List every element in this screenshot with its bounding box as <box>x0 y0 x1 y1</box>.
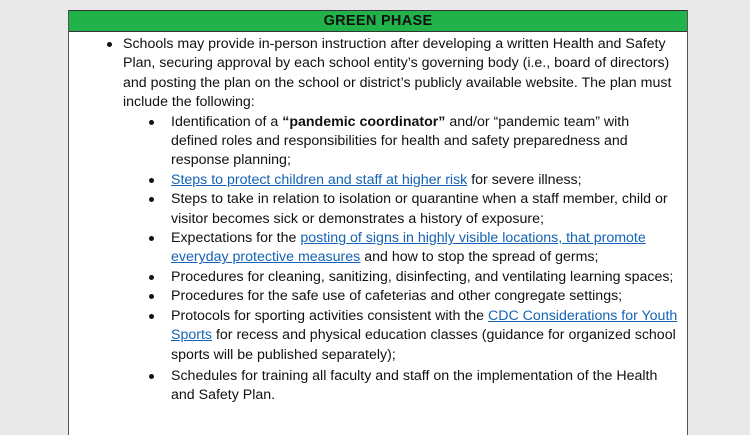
item-text: Procedures for cleaning, sanitizing, disinfecting, and ventilating learning spaces; <box>171 268 674 285</box>
bullet-icon <box>149 374 154 379</box>
item-text-pre: Expectations for the <box>171 230 301 247</box>
item-text-bold: “pandemic coordinator” <box>282 113 446 130</box>
higher-risk-link[interactable]: Steps to protect children and staff at higher risk <box>171 171 468 188</box>
item-text-pre: Protocols for sporting activities consistent with the <box>171 307 488 324</box>
list-item-cafeterias <box>123 287 679 306</box>
list-item-signs <box>123 229 679 268</box>
bullet-icon <box>107 42 112 47</box>
bullet-icon <box>149 236 154 241</box>
bullet-icon <box>149 294 154 299</box>
list-item-cleaning <box>123 268 679 287</box>
item-text-post: and/or “pandemic team” with defined roles and responsibilities for health and safety preparedness and response planning; <box>171 113 630 169</box>
item-text-post: for recess and physical education classes (guidance for organized school sports will be published separately); <box>171 327 676 363</box>
cdc-youth-sports-link[interactable]: CDC Considerations for Youth Sports <box>171 307 678 344</box>
bullet-icon <box>149 120 154 125</box>
main-bullet-item <box>77 35 679 406</box>
item-text: Procedures for the safe use of cafeterias and other congregate settings; <box>171 288 623 305</box>
posting-signs-link[interactable]: posting of signs in highly visible locations, that promote everyday protective measures <box>171 230 646 266</box>
list-item-pandemic-coordinator <box>123 113 679 171</box>
bullet-icon <box>149 197 154 202</box>
intro-text: Schools may provide in-person instruction after developing a written Health and Safety Plan, securing approval by each school entity’s governing body (i.e., board of directors) and posting the plan on the school or district’s publicly available website. The plan must include the following: <box>123 36 672 111</box>
item-text-pre: Identification of a <box>171 113 283 130</box>
list-item-isolation <box>123 190 679 229</box>
item-text-post: and how to stop the spread of germs; <box>360 249 599 266</box>
item-text: Schedules for training all faculty and staff on the implementation of the Health and Safety Plan. <box>171 367 658 404</box>
bullet-icon <box>149 178 154 183</box>
document-content <box>69 32 687 406</box>
phase-header: GREEN PHASE <box>69 10 687 32</box>
list-item-higher-risk <box>123 171 679 190</box>
document-page <box>68 10 688 435</box>
requirements-list <box>123 113 679 406</box>
item-text: Steps to take in relation to isolation or quarantine when a staff member, child or visitor becomes sick or demonstrates a history of exposure; <box>171 191 668 227</box>
item-text-post: for severe illness; <box>467 171 582 188</box>
bullet-icon <box>149 314 154 319</box>
list-item-sporting <box>123 307 679 365</box>
bullet-icon <box>149 275 154 280</box>
list-item-training <box>123 367 679 406</box>
